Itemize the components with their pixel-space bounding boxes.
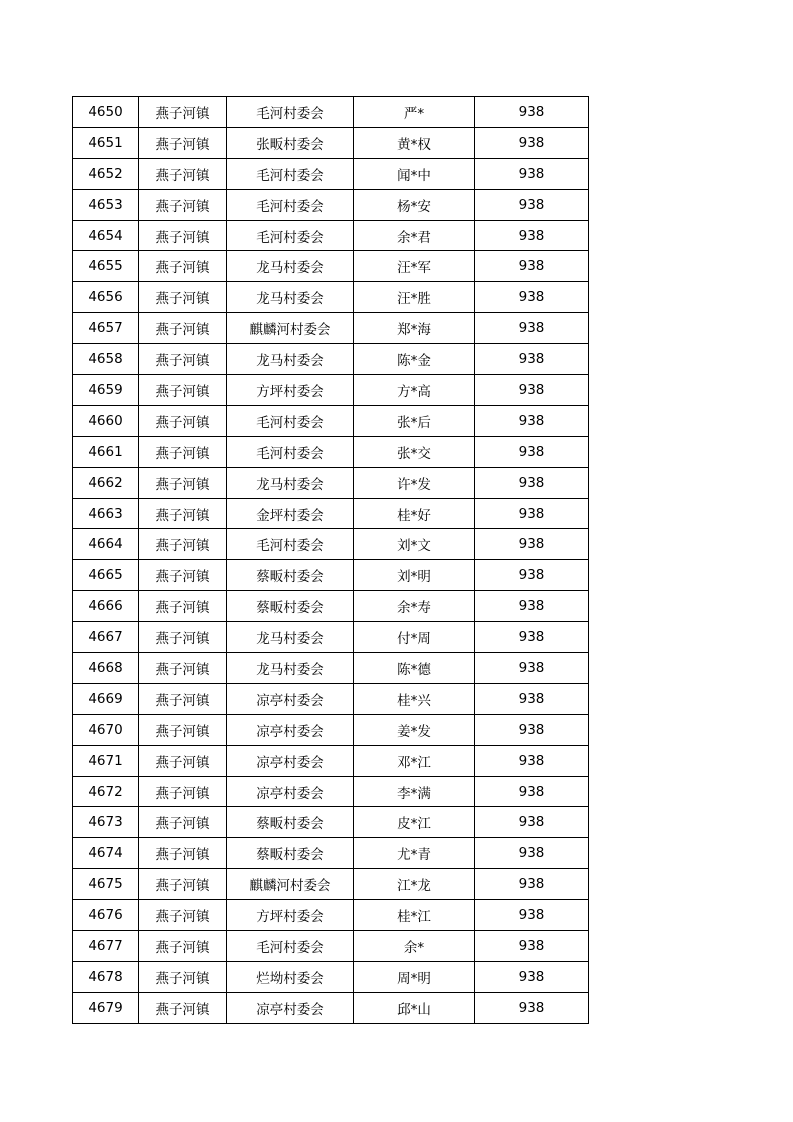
table-row bbox=[73, 344, 589, 375]
cell-town: 燕子河镇 bbox=[139, 498, 227, 529]
cell-name: 陈*金 bbox=[354, 344, 475, 375]
table-row bbox=[73, 498, 589, 529]
cell-amount: 938 bbox=[475, 591, 589, 622]
cell-village: 毛河村委会 bbox=[227, 529, 354, 560]
cell-town: 燕子河镇 bbox=[139, 900, 227, 931]
cell-id: 4672 bbox=[73, 776, 139, 807]
cell-village: 毛河村委会 bbox=[227, 405, 354, 436]
cell-village: 龙马村委会 bbox=[227, 622, 354, 653]
cell-name: 桂*江 bbox=[354, 900, 475, 931]
cell-town: 燕子河镇 bbox=[139, 931, 227, 962]
cell-id: 4661 bbox=[73, 436, 139, 467]
table-row bbox=[73, 97, 589, 128]
cell-amount: 938 bbox=[475, 745, 589, 776]
cell-name: 邱*山 bbox=[354, 992, 475, 1023]
cell-id: 4663 bbox=[73, 498, 139, 529]
table-row bbox=[73, 653, 589, 684]
cell-amount: 938 bbox=[475, 344, 589, 375]
table-row bbox=[73, 436, 589, 467]
cell-name: 余*寿 bbox=[354, 591, 475, 622]
cell-village: 蔡畈村委会 bbox=[227, 560, 354, 591]
cell-amount: 938 bbox=[475, 220, 589, 251]
cell-id: 4668 bbox=[73, 653, 139, 684]
cell-village: 凉亭村委会 bbox=[227, 683, 354, 714]
cell-name: 闻*中 bbox=[354, 158, 475, 189]
table-row bbox=[73, 683, 589, 714]
cell-name: 陈*德 bbox=[354, 653, 475, 684]
table-row bbox=[73, 220, 589, 251]
cell-town: 燕子河镇 bbox=[139, 282, 227, 313]
cell-amount: 938 bbox=[475, 992, 589, 1023]
cell-name: 张*后 bbox=[354, 405, 475, 436]
cell-name: 姜*发 bbox=[354, 714, 475, 745]
cell-name: 江*龙 bbox=[354, 869, 475, 900]
cell-town: 燕子河镇 bbox=[139, 591, 227, 622]
cell-name: 皮*江 bbox=[354, 807, 475, 838]
cell-amount: 938 bbox=[475, 931, 589, 962]
cell-id: 4650 bbox=[73, 97, 139, 128]
cell-id: 4659 bbox=[73, 375, 139, 406]
table-row bbox=[73, 375, 589, 406]
cell-village: 龙马村委会 bbox=[227, 282, 354, 313]
cell-village: 凉亭村委会 bbox=[227, 776, 354, 807]
cell-village: 龙马村委会 bbox=[227, 344, 354, 375]
cell-town: 燕子河镇 bbox=[139, 344, 227, 375]
cell-town: 燕子河镇 bbox=[139, 776, 227, 807]
cell-id: 4655 bbox=[73, 251, 139, 282]
cell-village: 龙马村委会 bbox=[227, 653, 354, 684]
cell-id: 4679 bbox=[73, 992, 139, 1023]
table-row bbox=[73, 127, 589, 158]
cell-name: 余*君 bbox=[354, 220, 475, 251]
cell-amount: 938 bbox=[475, 189, 589, 220]
cell-name: 尤*青 bbox=[354, 838, 475, 869]
cell-town: 燕子河镇 bbox=[139, 653, 227, 684]
cell-id: 4678 bbox=[73, 961, 139, 992]
cell-id: 4669 bbox=[73, 683, 139, 714]
cell-village: 蔡畈村委会 bbox=[227, 807, 354, 838]
table-row bbox=[73, 807, 589, 838]
cell-amount: 938 bbox=[475, 622, 589, 653]
table-row bbox=[73, 189, 589, 220]
cell-name: 方*高 bbox=[354, 375, 475, 406]
cell-amount: 938 bbox=[475, 97, 589, 128]
cell-village: 凉亭村委会 bbox=[227, 714, 354, 745]
cell-town: 燕子河镇 bbox=[139, 436, 227, 467]
cell-town: 燕子河镇 bbox=[139, 220, 227, 251]
cell-amount: 938 bbox=[475, 313, 589, 344]
cell-village: 张畈村委会 bbox=[227, 127, 354, 158]
cell-amount: 938 bbox=[475, 282, 589, 313]
cell-id: 4656 bbox=[73, 282, 139, 313]
cell-id: 4657 bbox=[73, 313, 139, 344]
cell-name: 余* bbox=[354, 931, 475, 962]
cell-name: 刘*明 bbox=[354, 560, 475, 591]
cell-name: 许*发 bbox=[354, 467, 475, 498]
cell-village: 毛河村委会 bbox=[227, 220, 354, 251]
cell-town: 燕子河镇 bbox=[139, 961, 227, 992]
cell-town: 燕子河镇 bbox=[139, 560, 227, 591]
cell-name: 邓*江 bbox=[354, 745, 475, 776]
document-page bbox=[72, 96, 589, 1024]
cell-amount: 938 bbox=[475, 961, 589, 992]
table-row bbox=[73, 838, 589, 869]
cell-id: 4653 bbox=[73, 189, 139, 220]
cell-amount: 938 bbox=[475, 653, 589, 684]
cell-town: 燕子河镇 bbox=[139, 838, 227, 869]
cell-id: 4676 bbox=[73, 900, 139, 931]
cell-town: 燕子河镇 bbox=[139, 992, 227, 1023]
cell-amount: 938 bbox=[475, 467, 589, 498]
cell-id: 4662 bbox=[73, 467, 139, 498]
table-row bbox=[73, 591, 589, 622]
cell-town: 燕子河镇 bbox=[139, 375, 227, 406]
table-row bbox=[73, 776, 589, 807]
cell-amount: 938 bbox=[475, 436, 589, 467]
cell-id: 4673 bbox=[73, 807, 139, 838]
cell-id: 4671 bbox=[73, 745, 139, 776]
cell-town: 燕子河镇 bbox=[139, 405, 227, 436]
cell-amount: 938 bbox=[475, 838, 589, 869]
cell-village: 毛河村委会 bbox=[227, 189, 354, 220]
cell-id: 4677 bbox=[73, 931, 139, 962]
table-row bbox=[73, 745, 589, 776]
cell-town: 燕子河镇 bbox=[139, 97, 227, 128]
table-row bbox=[73, 529, 589, 560]
table-row bbox=[73, 869, 589, 900]
cell-name: 张*交 bbox=[354, 436, 475, 467]
table-row bbox=[73, 992, 589, 1023]
cell-village: 方坪村委会 bbox=[227, 375, 354, 406]
cell-name: 郑*海 bbox=[354, 313, 475, 344]
cell-town: 燕子河镇 bbox=[139, 467, 227, 498]
cell-id: 4651 bbox=[73, 127, 139, 158]
table-row bbox=[73, 251, 589, 282]
table-row bbox=[73, 714, 589, 745]
cell-name: 刘*文 bbox=[354, 529, 475, 560]
cell-name: 桂*兴 bbox=[354, 683, 475, 714]
cell-town: 燕子河镇 bbox=[139, 189, 227, 220]
table-row bbox=[73, 313, 589, 344]
table-row bbox=[73, 282, 589, 313]
cell-name: 周*明 bbox=[354, 961, 475, 992]
cell-town: 燕子河镇 bbox=[139, 529, 227, 560]
cell-id: 4654 bbox=[73, 220, 139, 251]
cell-name: 汪*胜 bbox=[354, 282, 475, 313]
cell-name: 严* bbox=[354, 97, 475, 128]
cell-village: 凉亭村委会 bbox=[227, 745, 354, 776]
cell-id: 4660 bbox=[73, 405, 139, 436]
cell-amount: 938 bbox=[475, 807, 589, 838]
table-row bbox=[73, 961, 589, 992]
cell-amount: 938 bbox=[475, 127, 589, 158]
cell-amount: 938 bbox=[475, 560, 589, 591]
cell-amount: 938 bbox=[475, 498, 589, 529]
cell-amount: 938 bbox=[475, 529, 589, 560]
cell-village: 烂坳村委会 bbox=[227, 961, 354, 992]
cell-amount: 938 bbox=[475, 714, 589, 745]
cell-amount: 938 bbox=[475, 158, 589, 189]
table-row bbox=[73, 560, 589, 591]
cell-amount: 938 bbox=[475, 776, 589, 807]
cell-village: 蔡畈村委会 bbox=[227, 591, 354, 622]
cell-village: 麒麟河村委会 bbox=[227, 869, 354, 900]
data-table bbox=[72, 96, 589, 1024]
cell-name: 付*周 bbox=[354, 622, 475, 653]
table-row bbox=[73, 405, 589, 436]
cell-amount: 938 bbox=[475, 869, 589, 900]
cell-town: 燕子河镇 bbox=[139, 127, 227, 158]
cell-town: 燕子河镇 bbox=[139, 745, 227, 776]
cell-village: 毛河村委会 bbox=[227, 97, 354, 128]
table-row bbox=[73, 622, 589, 653]
cell-village: 龙马村委会 bbox=[227, 251, 354, 282]
table-row bbox=[73, 931, 589, 962]
table-body bbox=[73, 97, 589, 1024]
cell-town: 燕子河镇 bbox=[139, 683, 227, 714]
cell-town: 燕子河镇 bbox=[139, 251, 227, 282]
cell-amount: 938 bbox=[475, 683, 589, 714]
cell-amount: 938 bbox=[475, 375, 589, 406]
cell-town: 燕子河镇 bbox=[139, 622, 227, 653]
cell-name: 汪*军 bbox=[354, 251, 475, 282]
cell-village: 凉亭村委会 bbox=[227, 992, 354, 1023]
cell-id: 4658 bbox=[73, 344, 139, 375]
cell-amount: 938 bbox=[475, 251, 589, 282]
cell-name: 李*满 bbox=[354, 776, 475, 807]
cell-id: 4670 bbox=[73, 714, 139, 745]
table-row bbox=[73, 900, 589, 931]
cell-town: 燕子河镇 bbox=[139, 158, 227, 189]
cell-id: 4665 bbox=[73, 560, 139, 591]
cell-village: 龙马村委会 bbox=[227, 467, 354, 498]
cell-amount: 938 bbox=[475, 405, 589, 436]
cell-id: 4674 bbox=[73, 838, 139, 869]
cell-town: 燕子河镇 bbox=[139, 714, 227, 745]
cell-town: 燕子河镇 bbox=[139, 313, 227, 344]
cell-name: 桂*好 bbox=[354, 498, 475, 529]
cell-village: 毛河村委会 bbox=[227, 436, 354, 467]
cell-id: 4666 bbox=[73, 591, 139, 622]
cell-village: 方坪村委会 bbox=[227, 900, 354, 931]
cell-town: 燕子河镇 bbox=[139, 807, 227, 838]
cell-name: 杨*安 bbox=[354, 189, 475, 220]
table-row bbox=[73, 158, 589, 189]
cell-village: 麒麟河村委会 bbox=[227, 313, 354, 344]
cell-id: 4664 bbox=[73, 529, 139, 560]
cell-id: 4652 bbox=[73, 158, 139, 189]
cell-village: 毛河村委会 bbox=[227, 158, 354, 189]
cell-village: 毛河村委会 bbox=[227, 931, 354, 962]
cell-amount: 938 bbox=[475, 900, 589, 931]
table-row bbox=[73, 467, 589, 498]
cell-town: 燕子河镇 bbox=[139, 869, 227, 900]
cell-village: 蔡畈村委会 bbox=[227, 838, 354, 869]
cell-id: 4667 bbox=[73, 622, 139, 653]
cell-id: 4675 bbox=[73, 869, 139, 900]
cell-village: 金坪村委会 bbox=[227, 498, 354, 529]
cell-name: 黄*权 bbox=[354, 127, 475, 158]
